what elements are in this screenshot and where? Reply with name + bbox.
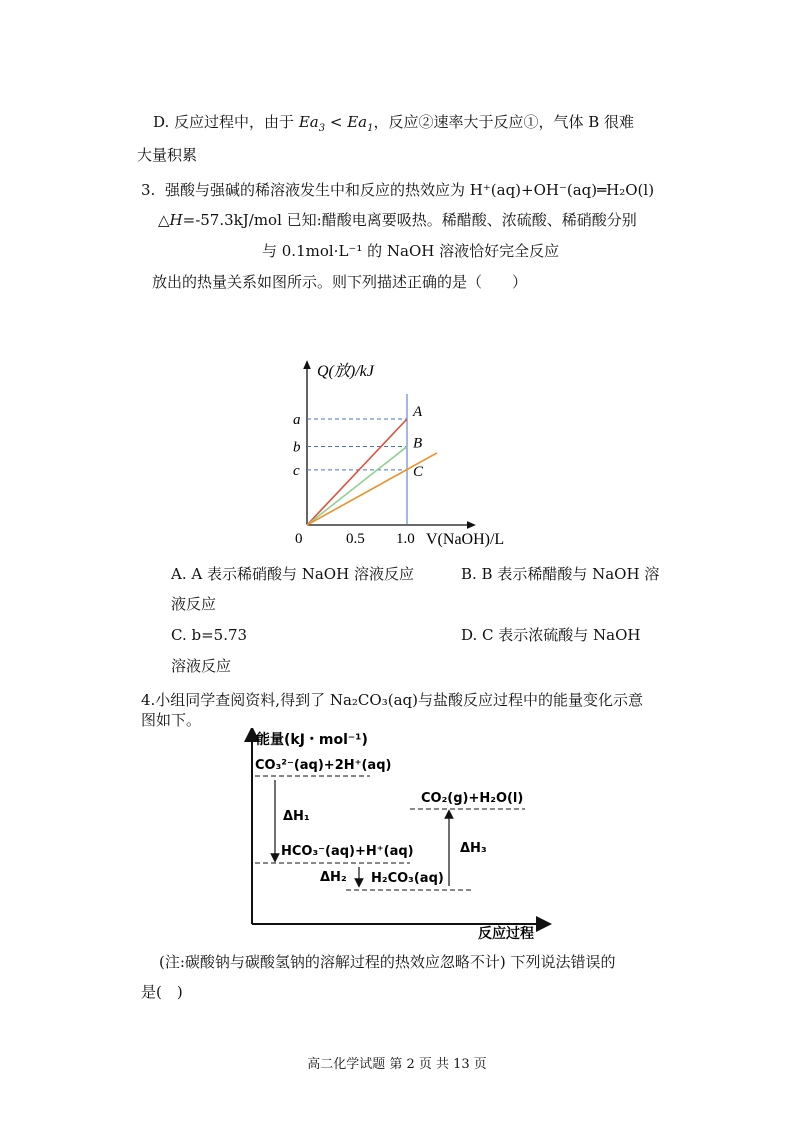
q2-option-d-line2: 大量积累 xyxy=(137,146,198,164)
q4-stem-line1: 4.小组同学查阅资料,得到了 Na₂CO₃(aq)与盐酸反应过程中的能量变化示意 xyxy=(141,691,643,709)
level1-label: CO₃²⁻(aq)+2H⁺(aq) xyxy=(255,758,392,773)
level3-label: H₂CO₃(aq) xyxy=(371,871,444,886)
q4-energy-diagram xyxy=(238,728,558,943)
q3-option-b-2: 液反应 xyxy=(171,595,217,613)
energy-x-label: 反应过程 xyxy=(478,926,534,942)
q3-chart xyxy=(280,352,540,552)
level4-label: CO₂(g)+H₂O(l) xyxy=(421,791,524,806)
q4-note-line2: 是( ) xyxy=(141,983,183,1001)
q3-x-tick-0: 0 xyxy=(295,531,303,547)
q3-stem-line2-text: =-57.3kJ/mol 已知:醋酸电离要吸热。稀醋酸、浓硫酸、稀硝酸分别 xyxy=(182,211,637,229)
q3-x-tick-0.5: 0.5 xyxy=(346,531,365,547)
q3-option-a: A. A 表示稀硝酸与 NaOH 溶液反应 xyxy=(171,565,414,583)
q3-y-tick-a: a xyxy=(293,412,301,428)
q3-stem-line4: 放出的热量关系如图所示。则下列描述正确的是（ ） xyxy=(152,273,528,291)
delta-h: △H xyxy=(158,211,183,229)
q3-series-B xyxy=(307,447,407,525)
q3-option-d-2: 溶液反应 xyxy=(171,657,232,675)
q4-note-line1: (注:碳酸钠与碳酸氢钠的溶解过程的热效应忽略不计) 下列说法错误的 xyxy=(159,953,616,971)
q3-stem-line2 xyxy=(158,210,637,230)
q3-series-label-C: C xyxy=(413,463,424,480)
q2-option-d-text-post: ，反应②速率大于反应①，气体 B 很难 xyxy=(373,113,635,131)
q3-stem-line1: 强酸与强碱的稀溶液发生中和反应的热效应为 H⁺(aq)+OH⁻(aq)═H₂O(l) xyxy=(165,181,655,199)
dh3-label: ΔH₃ xyxy=(460,841,487,856)
q3-series-label-B: B xyxy=(413,435,423,452)
dh1-label: ΔH₁ xyxy=(283,809,310,824)
q3-option-c: C. b=5.73 xyxy=(171,626,248,644)
page-footer: 高二化学试题 第 2 页 共 13 页 xyxy=(307,1057,487,1072)
q2-option-d-text: D. 反应过程中，由于 xyxy=(153,113,295,131)
q3-x-label: V(NaOH)/L xyxy=(426,531,505,548)
q3-y-tick-c: c xyxy=(293,462,300,479)
q3-stem-line3: 与 0.1mol·L⁻¹ 的 NaOH 溶液恰好完全反应 xyxy=(262,242,560,260)
q3-y-tick-b: b xyxy=(293,439,301,456)
q2-option-d-line1 xyxy=(153,112,634,132)
q3-series-A xyxy=(307,419,407,525)
dh2-label: ΔH₂ xyxy=(320,870,347,885)
level2-label: HCO₃⁻(aq)+H⁺(aq) xyxy=(281,844,414,859)
q3-x-tick-1.0: 1.0 xyxy=(396,531,415,547)
q3-option-d-1: D. C 表示浓硫酸与 NaOH xyxy=(461,626,641,644)
q3-y-label: Q(放)/kJ xyxy=(317,363,374,380)
ea1: $Ea_1$ xyxy=(347,113,374,134)
q4-stem-line2: 图如下。 xyxy=(141,711,202,729)
q3-series-label-A: A xyxy=(413,404,423,420)
less-than: < xyxy=(325,113,348,131)
ea3: $Ea_3$ xyxy=(298,113,326,134)
q3-number: 3. xyxy=(141,181,156,199)
energy-y-label: 能量(kJ・mol⁻¹) xyxy=(256,732,368,748)
q3-option-b-1: B. B 表示稀醋酸与 NaOH 溶 xyxy=(461,565,660,583)
